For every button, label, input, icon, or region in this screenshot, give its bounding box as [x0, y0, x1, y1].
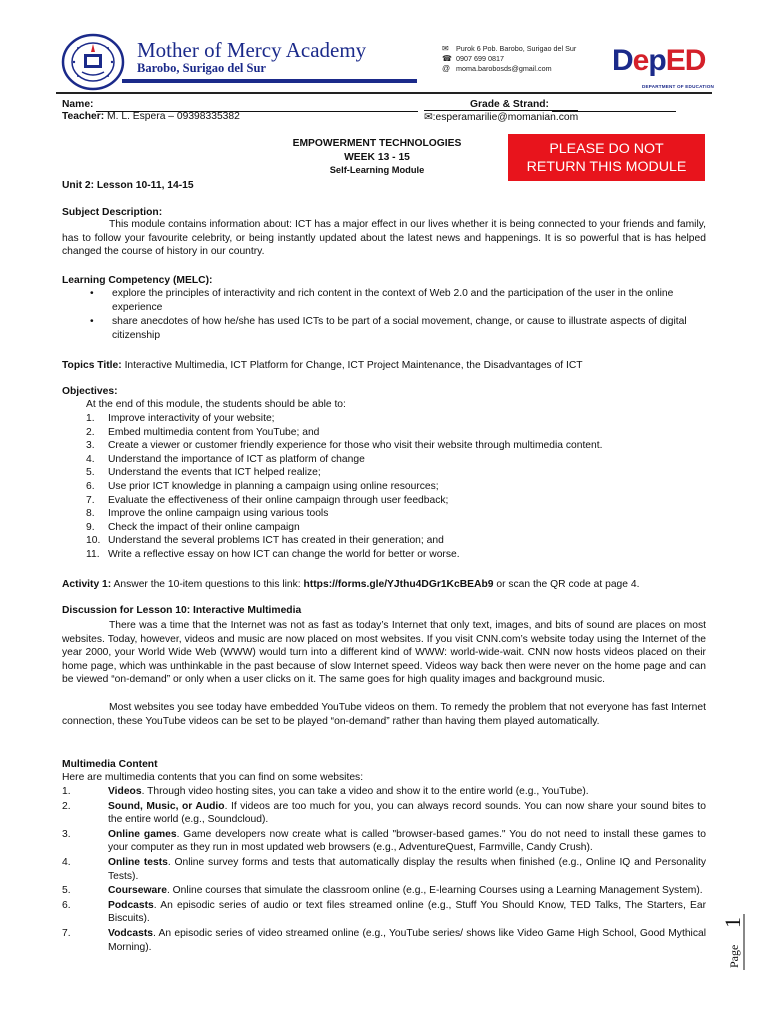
multimedia-intro: Here are multimedia contents that you can find on some websites: [62, 772, 364, 783]
multimedia-heading: Multimedia Content [62, 759, 158, 770]
phone-icon: ☎ [442, 54, 452, 63]
discussion-paragraph-2: Most websites you see today have embedded YouTube videos on them. To remedy the problem that not everyone has fast Internet connection, these YouTube videos can be set to be played “on-demand” rather than having them played automatically. [62, 702, 706, 727]
mail-icon: ✉ [442, 44, 449, 53]
list-item: • explore the principles of interactivity and rich content in the context of Web 2.0 and the participation of the user in the online experience [62, 287, 706, 314]
teacher-email-row [424, 110, 578, 125]
list-item: 6. Podcasts. An episodic series of audio or text files streamed online (e.g., Stuff You Should Know, TED Talks, The Starters, Ear Biscuits). [62, 899, 706, 925]
top-divider [56, 92, 712, 94]
list-item: 8. Improve the online campaign using various tools [86, 508, 329, 520]
page-label: Page [727, 944, 741, 968]
contact-address-row [442, 44, 576, 53]
topics-row [62, 359, 706, 373]
mail-icon: ✉ [424, 112, 433, 123]
contact-address: Purok 6 Pob. Barobo, Surigao del Sur [456, 44, 577, 53]
module-title: Self-Learning Module [329, 165, 425, 175]
do-not-return-banner: PLEASE DO NOT RETURN THIS MODULE [508, 134, 705, 181]
list-item: 4. Online tests. Online survey forms and tests that automatically display the results when finished (e.g., Online IQ and Personality Tests). [62, 856, 706, 882]
activity-row [62, 578, 706, 592]
objectives-heading: Objectives: [62, 386, 118, 397]
teacher-row [62, 110, 240, 124]
list-item: 6. Use prior ICT knowledge in planning a campaign using online resources; [86, 480, 439, 492]
activity-text: Answer the 10-item questions to this link: [111, 579, 304, 590]
discussion-heading: Discussion for Lesson 10: Interactive Multimedia [62, 605, 302, 616]
subject-title: EMPOWERMENT TECHNOLOGIES [292, 138, 462, 149]
list-item: 3. Create a viewer or customer friendly experience for those who visit their website through multimedia content. [86, 440, 603, 452]
deped-subtitle: DEPARTMENT OF EDUCATION [642, 84, 715, 89]
list-item: 7. Evaluate the effectiveness of their online campaign through user feedback; [86, 494, 449, 506]
competency-heading: Learning Competency (MELC): [62, 275, 213, 286]
contact-phone: 0907 699 0817 [456, 54, 504, 63]
list-item: • share anecdotes of how he/she has used ICTs to be part of a social movement, change, or cause to illustrate aspects of digital citizenship [62, 315, 706, 342]
name-label: Name: [62, 99, 94, 110]
subject-description-heading: Subject Description: [62, 207, 163, 218]
contact-email: moma.barobosds@gmail.com [456, 64, 552, 73]
list-item: 3. Online games. Game developers now create what is called "browser-based games." You do not need to install these games to your computer as they run in most updated web browsers (e.g., AdventureQuest, Farmville, Candy Crush). [62, 828, 706, 854]
page-number: 1 [720, 917, 745, 928]
school-seal-logo [62, 34, 124, 90]
list-item: 9. Check the impact of their online campaign [86, 521, 300, 533]
list-item: 4. Understand the importance of ICT as platform of change [86, 453, 365, 465]
objectives-intro: At the end of this module, the students should be able to: [86, 399, 346, 410]
grade-label: Grade & Strand: [470, 99, 549, 110]
list-item: 1. Videos. Through video hosting sites, you can take a video and show it to the entire world (e.g., YouTube). [62, 786, 589, 797]
unit-heading: Unit 2: Lesson 10-11, 14-15 [62, 180, 194, 191]
teacher-label: Teacher: [62, 111, 105, 122]
teacher-email: :esperamarilie@momanian.com [432, 112, 579, 123]
discussion-paragraph-1: There was a time that the Internet was not as fast as today’s Internet that only text, images, and bits of sound are places on most websites. Today, however, videos and music are now placed on most websites. If you visit CNN.com’s website today using the Internet of the year 2000, your World Wide Web (WWW) would turn into a different kind of WWW: world-wide-wait. CNN now hosts videos placed on their home page, which was unthinkable in the past because of slow Internet speed. Videos way back then were never on the home page and can be viewed “on-demand” or only when a user clicks on it. The same goes for high quality images and background music. [62, 620, 706, 686]
contact-email-row [442, 64, 552, 73]
list-item: 1. Improve interactivity of your website; [86, 413, 275, 424]
page-number-mark [720, 912, 756, 972]
list-item: 11. Write a reflective essay on how ICT can change the world for better or worse. [86, 548, 460, 560]
competency-list [62, 287, 706, 342]
activity-link[interactable]: https://forms.gle/YJthu4DGr1KcBEAb9 [303, 579, 494, 590]
deped-logo: DepED DEPARTMENT OF EDUCATION [612, 44, 708, 94]
week-title: WEEK 13 - 15 [344, 152, 410, 163]
activity-suffix: or scan the QR code at page 4. [493, 579, 640, 590]
subject-description-body: This module contains information about: ICT has a major effect in our lives whether it is being connected to your friends and family, has to follow your favourite celebrity, or being instantly updated about the latest news and happenings. It is so powerful that is has helped changed the course of history in our country. [62, 219, 706, 258]
list-item: 2. Embed multimedia content from YouTube; and [86, 426, 320, 438]
teacher-value: M. L. Espera – 09398335382 [107, 111, 240, 122]
multimedia-list [62, 785, 706, 954]
list-item: 5. Understand the events that ICT helped realize; [86, 467, 321, 479]
school-address: Barobo, Surigao del Sur [137, 61, 266, 75]
at-icon: @ [442, 64, 451, 73]
school-name: Mother of Mercy Academy [137, 38, 367, 62]
list-item: 5. Courseware. Online courses that simulate the classroom online (e.g., E-learning Courses using a Learning Management System). [62, 885, 703, 897]
list-item: 7. Vodcasts. An episodic series of video streamed online (e.g., YouTube series/ shows like Video Game High School, Good Mythical Morning). [62, 927, 706, 953]
topics-label: Topics Title: [62, 360, 122, 371]
objectives-list [62, 412, 706, 562]
header-rule [122, 79, 417, 83]
contact-phone-row [442, 54, 504, 63]
activity-label: Activity 1: [62, 579, 112, 590]
list-item: 2. Sound, Music, or Audio. If videos are too much for you, you can always record sounds. You can now share your sound bites to the entire world (e.g., Soundcloud). [62, 800, 706, 826]
list-item: 10. Understand the several problems ICT has created in their generation; and [86, 535, 444, 547]
topics-value: Interactive Multimedia, ICT Platform for Change, ICT Project Maintenance, the Disadvantages of ICT [121, 360, 583, 371]
